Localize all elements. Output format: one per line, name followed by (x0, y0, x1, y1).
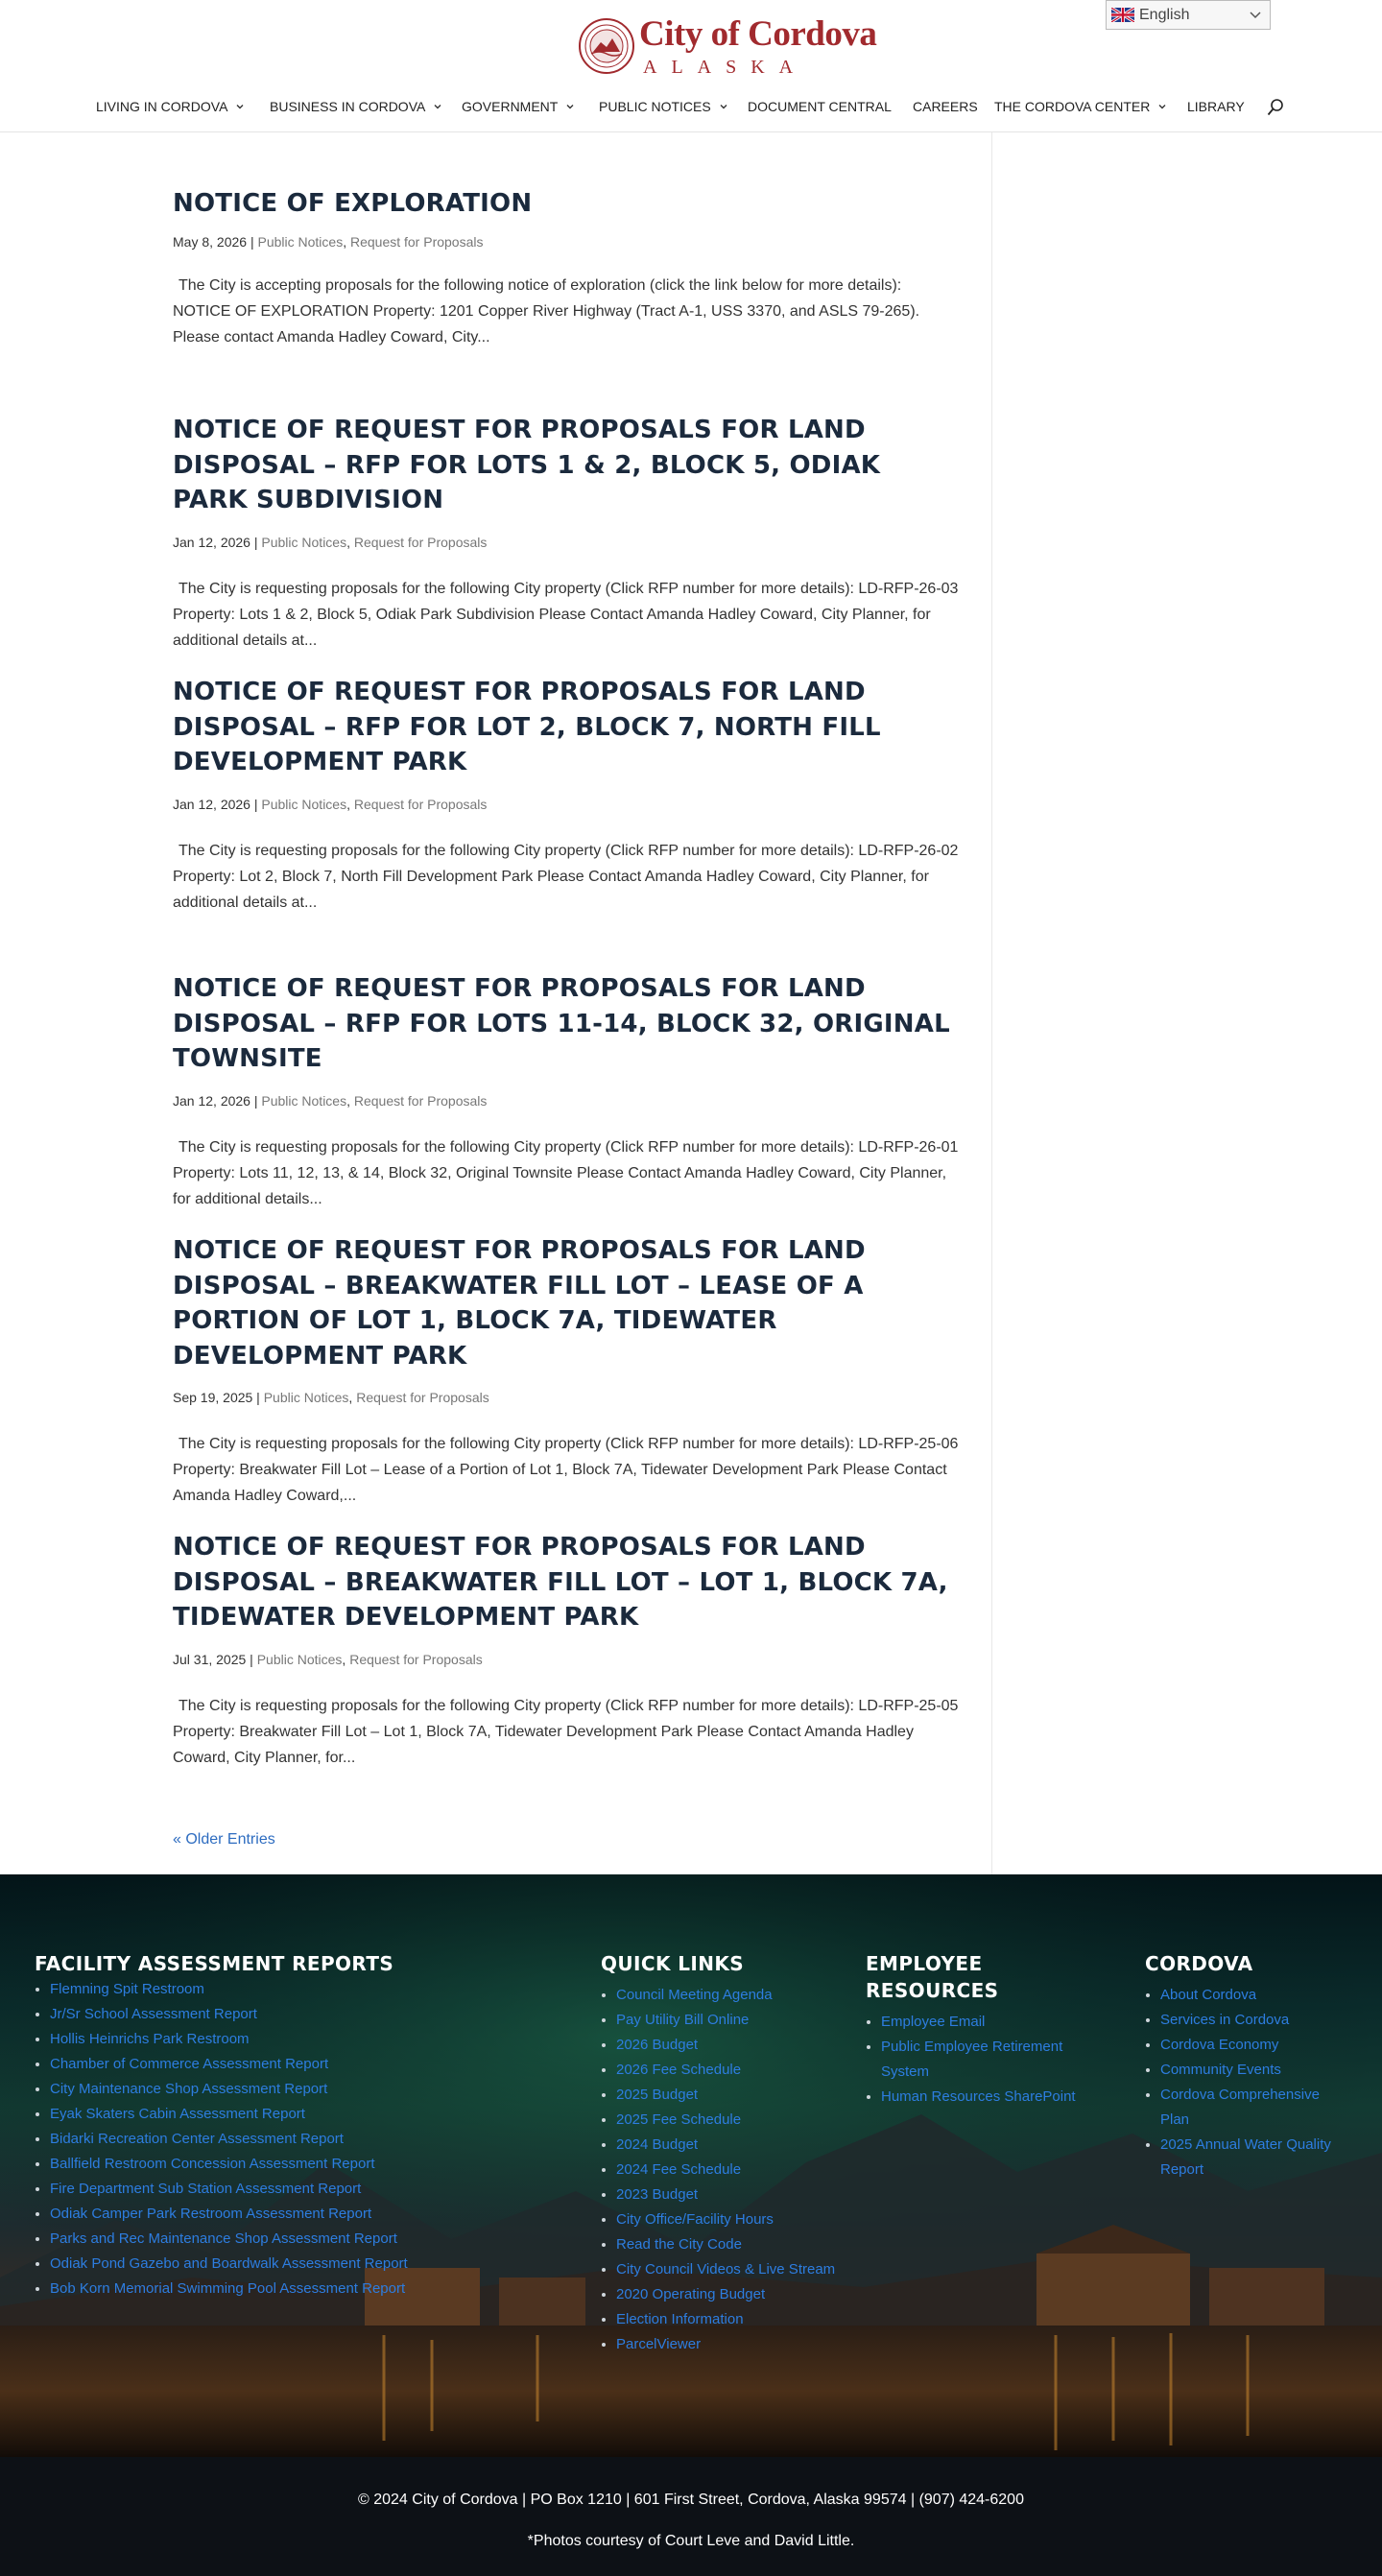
footer-heading: FACILITY ASSESSMENT REPORTS (35, 1952, 394, 1975)
meta-comma: , (342, 1651, 350, 1667)
post-meta (173, 1651, 960, 1668)
footer-link[interactable]: Fire Department Sub Station Assessment Report (50, 2181, 362, 2197)
post-item (173, 971, 960, 1212)
list-item (881, 2085, 1096, 2110)
category-link-rfp[interactable]: Request for Proposals (353, 534, 488, 550)
employee-resources-list (866, 2010, 1096, 2110)
post-title[interactable]: NOTICE OF EXPLORATION (173, 189, 533, 218)
nav-label: BUSINESS IN CORDOVA (270, 99, 426, 114)
post-item (173, 1530, 960, 1771)
meta-separator: | (250, 796, 262, 812)
list-item (616, 2133, 835, 2158)
post-meta (173, 534, 960, 551)
list-item (616, 2058, 835, 2083)
list-item (616, 2182, 835, 2207)
meta-comma: , (346, 796, 354, 812)
footer-link[interactable]: Human Resources SharePoint (881, 2088, 1076, 2105)
footer-link[interactable]: 2025 Annual Water Quality Report (1160, 2136, 1331, 2178)
footer-link[interactable]: ParcelViewer (616, 2336, 702, 2352)
list-item (881, 2035, 1096, 2085)
footer-employee-resources (866, 1950, 1096, 2110)
footer-link[interactable]: 2026 Budget (616, 2037, 699, 2053)
photo-credit: *Photos courtesy of Court Leve and David Little. (527, 2533, 855, 2549)
post-title[interactable]: NOTICE OF REQUEST FOR PROPOSALS FOR LAND DISPOSAL – BREAKWATER FILL LOT – LEASE OF A PORTION OF LOT 1, BLOCK 7A, TIDEWATER DEVELOPMENT PARK (173, 1236, 866, 1371)
post-excerpt: The City is accepting proposals for the following notice of exploration (click the link below for more details): NOTICE OF EXPLORATION Property: 1201 Copper River Highway (Tract A-1, USS 3370, and ASLS 79-265). Please contact Amanda Hadley Coward, City... (173, 276, 920, 346)
nav-the-cordova-center[interactable] (994, 96, 1167, 117)
footer-link[interactable]: Cordova Comprehensive Plan (1160, 2087, 1320, 2128)
footer-link[interactable]: Community Events (1160, 2062, 1281, 2078)
footer-link[interactable]: 2024 Fee Schedule (616, 2161, 742, 2178)
cordova-links-list (1145, 1983, 1351, 2182)
nav-library[interactable] (1187, 96, 1245, 117)
site-logo[interactable] (578, 13, 877, 81)
list-item (50, 2202, 408, 2227)
post-date: Jan 12, 2026 (173, 534, 250, 550)
meta-comma: , (346, 534, 354, 550)
post-title[interactable]: NOTICE OF REQUEST FOR PROPOSALS FOR LAND DISPOSAL – RFP FOR LOT 2, BLOCK 7, NORTH FILL DEVELOPMENT PARK (173, 678, 881, 776)
category-link-public-notices[interactable]: Public Notices (261, 1092, 347, 1109)
category-link-rfp[interactable]: Request for Proposals (356, 1390, 489, 1405)
list-item (1160, 2008, 1351, 2033)
post-meta (173, 1389, 960, 1406)
list-item (50, 2177, 408, 2202)
category-link-public-notices[interactable]: Public Notices (261, 534, 347, 550)
footer-link[interactable]: Parks and Rec Maintenance Shop Assessment Report (50, 2230, 397, 2247)
category-link-public-notices[interactable]: Public Notices (263, 1390, 349, 1405)
post-excerpt: The City is requesting proposals for the following City property (Click RFP number for more details): LD-RFP-26-02 Property: Lot 2, Block 7, North Fill Development Park Please Contact Amanda Hadley Coward, City Planner, for additional details at... (173, 842, 959, 911)
older-entries-link[interactable]: « Older Entries (173, 1831, 275, 1848)
list-item (616, 2232, 835, 2257)
footer-link[interactable]: Odiak Camper Park Restroom Assessment Report (50, 2206, 372, 2222)
list-item (1160, 1983, 1351, 2008)
post-date: May 8, 2026 (173, 233, 248, 250)
meta-comma: , (346, 1092, 354, 1109)
meta-separator: | (250, 534, 262, 550)
footer-link[interactable]: Council Meeting Agenda (616, 1987, 773, 2003)
footer-link[interactable]: Employee Email (881, 2014, 986, 2030)
footer-link[interactable]: Flemning Spit Restroom (50, 1981, 204, 1997)
footer-link[interactable]: Election Information (616, 2311, 744, 2327)
list-item (50, 2127, 408, 2152)
chevron-down-icon (565, 102, 575, 111)
nav-label: PUBLIC NOTICES (599, 99, 711, 114)
nav-label: CAREERS (913, 99, 978, 114)
footer-cordova (1145, 1950, 1351, 2182)
chevron-down-icon (1249, 8, 1262, 21)
list-item (50, 2077, 408, 2102)
category-link-rfp[interactable]: Request for Proposals (353, 796, 488, 812)
footer-link[interactable]: 2024 Budget (616, 2136, 699, 2153)
category-link-rfp[interactable]: Request for Proposals (349, 1651, 483, 1667)
logo-subtitle: ALASKA (643, 57, 808, 78)
list-item (1160, 2083, 1351, 2133)
footer-link[interactable]: Services in Cordova (1160, 2012, 1290, 2028)
footer-heading: EMPLOYEE RESOURCES (866, 1952, 999, 2002)
post-date: Sep 19, 2025 (173, 1390, 253, 1405)
post-excerpt: The City is requesting proposals for the following City property (Click RFP number for more details): LD-RFP-25-06 Property: Breakwater Fill Lot – Lease of a Portion of Lot 1, Block 7A, Tidewater Development Park Please Contact Amanda Hadley Coward,... (173, 1436, 959, 1504)
list-item (1160, 2058, 1351, 2083)
quick-links-list (601, 1983, 835, 2357)
meta-separator: | (247, 233, 258, 250)
footer-facility-reports (35, 1950, 408, 2302)
list-item (1160, 2033, 1351, 2058)
meta-separator: | (250, 1092, 262, 1109)
footer-link[interactable]: Public Employee Retirement System (881, 2039, 1063, 2080)
chevron-down-icon (1157, 102, 1167, 111)
nav-label: LIVING IN CORDOVA (96, 99, 228, 114)
meta-comma: , (343, 233, 350, 250)
post-title[interactable]: NOTICE OF REQUEST FOR PROPOSALS FOR LAND DISPOSAL – BREAKWATER FILL LOT – LOT 1, BLOCK 7A, TIDEWATER DEVELOPMENT PARK (173, 1533, 948, 1632)
post-meta (173, 233, 960, 250)
category-link-rfp[interactable]: Request for Proposals (353, 1092, 488, 1109)
list-item (616, 2207, 835, 2232)
footer-link[interactable]: City Office/Facility Hours (616, 2211, 774, 2228)
nav-label: LIBRARY (1187, 99, 1245, 114)
post-meta (173, 796, 960, 813)
post-excerpt: The City is requesting proposals for the following City property (Click RFP number for more details): LD-RFP-26-03 Property: Lots 1 & 2, Block 5, Odiak Park Subdivision Please Contact Amanda Hadley Coward, City Planner, for additional details at... (173, 580, 959, 649)
nav-public-notices[interactable] (599, 96, 728, 117)
site-header (0, 0, 1382, 132)
list-item (50, 2252, 408, 2277)
nav-label: DOCUMENT CENTRAL (748, 99, 892, 114)
list-item (616, 2008, 835, 2033)
logo-title: City of Cordova (639, 14, 877, 54)
facility-report-list (35, 1977, 408, 2302)
list-item (50, 1977, 408, 2002)
footer-link[interactable]: Jr/Sr School Assessment Report (50, 2006, 257, 2022)
post-date: Jan 12, 2026 (173, 796, 250, 812)
footer-link[interactable]: Odiak Pond Gazebo and Boardwalk Assessment Report (50, 2255, 408, 2272)
list-item (50, 2102, 408, 2127)
post-excerpt: The City is requesting proposals for the following City property (Click RFP number for more details): LD-RFP-25-05 Property: Breakwater Fill Lot – Lot 1, Block 7A, Tidewater Development Park Please Contact Amanda Hadley Coward, City Planner, for... (173, 1697, 959, 1766)
list-item (1160, 2133, 1351, 2182)
list-item (616, 2033, 835, 2058)
post-meta (173, 1092, 960, 1109)
list-item (616, 2332, 835, 2357)
footer-link[interactable]: Bob Korn Memorial Swimming Pool Assessment Report (50, 2280, 406, 2297)
language-label: English (1139, 7, 1190, 23)
list-item (616, 2257, 835, 2282)
main-nav (0, 96, 1382, 119)
footer-link[interactable]: 2026 Fee Schedule (616, 2062, 742, 2078)
search-icon[interactable] (1267, 98, 1284, 117)
footer-link[interactable]: Chamber of Commerce Assessment Report (50, 2056, 329, 2072)
uk-flag-icon (1111, 8, 1134, 22)
footer-link[interactable]: Bidarki Recreation Center Assessment Report (50, 2131, 344, 2147)
footer-quick-links (601, 1950, 835, 2357)
footer-heading: CORDOVA (1145, 1952, 1253, 1975)
list-item (616, 2083, 835, 2108)
footer-link[interactable]: Read the City Code (616, 2236, 742, 2253)
list-item (50, 2152, 408, 2177)
list-item (50, 2027, 408, 2052)
list-item (616, 2307, 835, 2332)
language-selector[interactable] (1106, 0, 1271, 30)
meta-separator: | (246, 1651, 257, 1667)
list-item (616, 2158, 835, 2182)
category-link-public-notices[interactable]: Public Notices (261, 796, 347, 812)
nav-label: THE CORDOVA CENTER (994, 99, 1151, 114)
nav-business-in-cordova[interactable] (270, 96, 442, 117)
footer-link[interactable]: Hollis Heinrichs Park Restroom (50, 2031, 250, 2047)
footer-link[interactable]: Ballfield Restroom Concession Assessment Report (50, 2156, 375, 2172)
post-item (173, 675, 960, 916)
category-link-public-notices[interactable]: Public Notices (257, 233, 344, 250)
nav-label: GOVERNMENT (462, 99, 559, 114)
post-item (173, 186, 960, 350)
post-item (173, 1233, 960, 1509)
post-item (173, 413, 960, 654)
list-item (881, 2010, 1096, 2035)
list-item (616, 2282, 835, 2307)
nav-living-in-cordova[interactable] (96, 96, 245, 117)
post-excerpt: The City is requesting proposals for the following City property (Click RFP number for more details): LD-RFP-26-01 Property: Lots 11, 12, 13, & 14, Block 32, Original Townsite Please Contact Amanda Hadley Coward, City Planner, for additional details... (173, 1138, 959, 1207)
site-footer (0, 1874, 1382, 2457)
meta-comma: , (348, 1390, 357, 1405)
copyright-text: © 2024 City of Cordova | PO Box 1210 | 601 First Street, Cordova, Alaska 99574 | (907) 424-6200 (358, 2492, 1024, 2508)
chevron-down-icon (433, 102, 442, 111)
list-item (616, 2108, 835, 2133)
list-item (50, 2277, 408, 2302)
footer-link[interactable]: Pay Utility Bill Online (616, 2012, 750, 2028)
footer-link[interactable]: Cordova Economy (1160, 2037, 1279, 2053)
chevron-down-icon (235, 102, 245, 111)
list-item (50, 2052, 408, 2077)
post-date: Jan 12, 2026 (173, 1092, 250, 1109)
footer-heading: QUICK LINKS (601, 1952, 745, 1975)
footer-link[interactable]: City Council Videos & Live Stream (616, 2261, 836, 2278)
footer-link[interactable]: 2025 Fee Schedule (616, 2111, 742, 2128)
category-link-public-notices[interactable]: Public Notices (256, 1651, 343, 1667)
list-item (50, 2227, 408, 2252)
post-title[interactable]: NOTICE OF REQUEST FOR PROPOSALS FOR LAND DISPOSAL – RFP FOR LOTS 11-14, BLOCK 32, ORIGINAL TOWNSITE (173, 974, 950, 1073)
nav-careers[interactable] (913, 96, 978, 117)
category-link-rfp[interactable]: Request for Proposals (349, 233, 484, 250)
chevron-down-icon (719, 102, 728, 111)
meta-separator: | (252, 1390, 264, 1405)
city-seal-icon (578, 17, 635, 75)
footer-link[interactable]: 2025 Budget (616, 2087, 699, 2103)
nav-government[interactable] (462, 96, 575, 117)
footer-bottom-bar (0, 2457, 1382, 2576)
post-title[interactable]: NOTICE OF REQUEST FOR PROPOSALS FOR LAND DISPOSAL – RFP FOR LOTS 1 & 2, BLOCK 5, ODIAK PARK SUBDIVISION (173, 416, 881, 514)
nav-document-central[interactable] (748, 96, 892, 117)
footer-link[interactable]: About Cordova (1160, 1987, 1257, 2003)
post-date: Jul 31, 2025 (173, 1651, 247, 1667)
footer-link[interactable]: 2023 Budget (616, 2186, 699, 2203)
list-item (616, 1983, 835, 2008)
list-item (50, 2002, 408, 2027)
footer-link[interactable]: 2020 Operating Budget (616, 2286, 766, 2302)
footer-link[interactable]: City Maintenance Shop Assessment Report (50, 2081, 328, 2097)
footer-link[interactable]: Eyak Skaters Cabin Assessment Report (50, 2106, 305, 2122)
sidebar-divider (991, 132, 992, 1874)
